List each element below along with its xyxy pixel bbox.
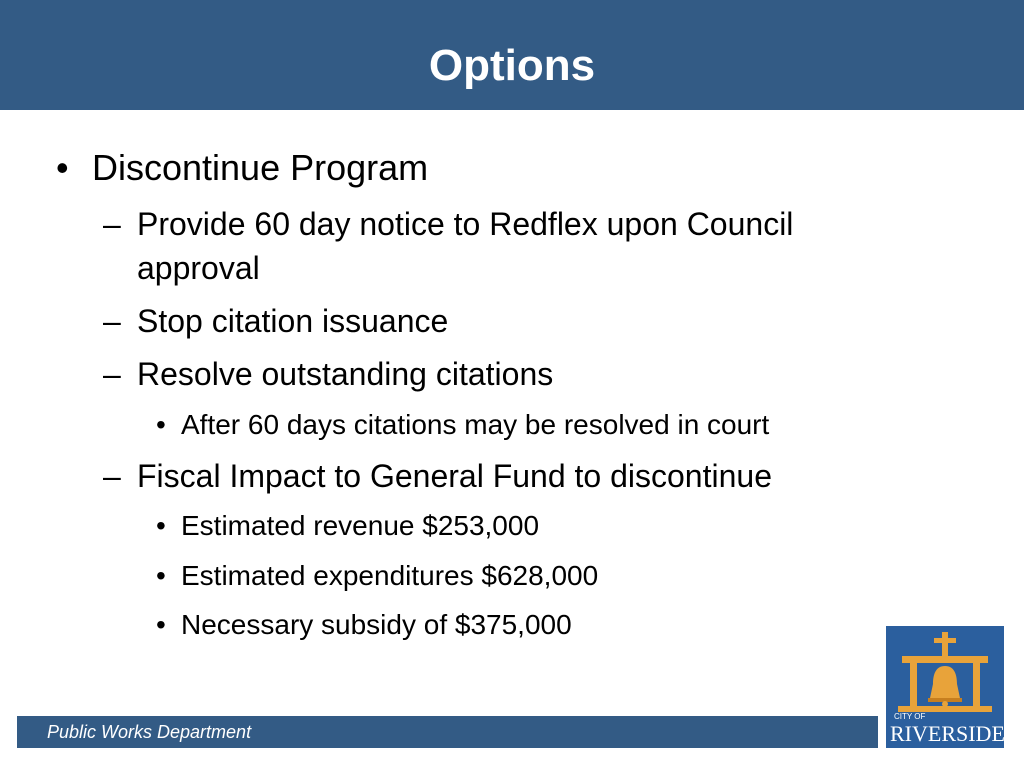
bullet-text: Provide 60 day notice to Redflex upon Council — [137, 206, 794, 242]
dash-marker: – — [103, 206, 121, 242]
dash-marker: – — [103, 458, 121, 494]
footer-department: Public Works Department — [47, 722, 252, 742]
bullet-marker: • — [156, 609, 166, 640]
bullet-text: Estimated revenue $253,000 — [181, 510, 540, 541]
logo-city-of: CITY OF — [894, 712, 926, 721]
bullet-marker: • — [56, 147, 69, 188]
city-logo — [886, 626, 1004, 748]
bullet-continuation — [137, 248, 260, 288]
bullet-marker: • — [156, 409, 166, 440]
bullet-text: After 60 days citations may be resolved in court — [181, 409, 770, 440]
dash-marker: – — [103, 303, 121, 339]
bullet-text: approval — [137, 250, 260, 286]
slide-title: Options — [428, 41, 596, 90]
bullet-text: Resolve outstanding citations — [137, 356, 554, 392]
footer-bar — [17, 716, 878, 748]
logo-riverside: RIVERSIDE — [890, 721, 1005, 746]
dash-marker: – — [103, 356, 121, 392]
bullet-text: Estimated expenditures $628,000 — [181, 560, 599, 591]
bullet-text: Fiscal Impact to General Fund to discontinue — [137, 458, 772, 494]
bullet-marker: • — [156, 510, 166, 541]
bullet-text: Discontinue Program — [92, 147, 429, 188]
bullet-text: Necessary subsidy of $375,000 — [181, 609, 572, 640]
bullet-marker: • — [156, 560, 166, 591]
bullet-text: Stop citation issuance — [137, 303, 449, 339]
